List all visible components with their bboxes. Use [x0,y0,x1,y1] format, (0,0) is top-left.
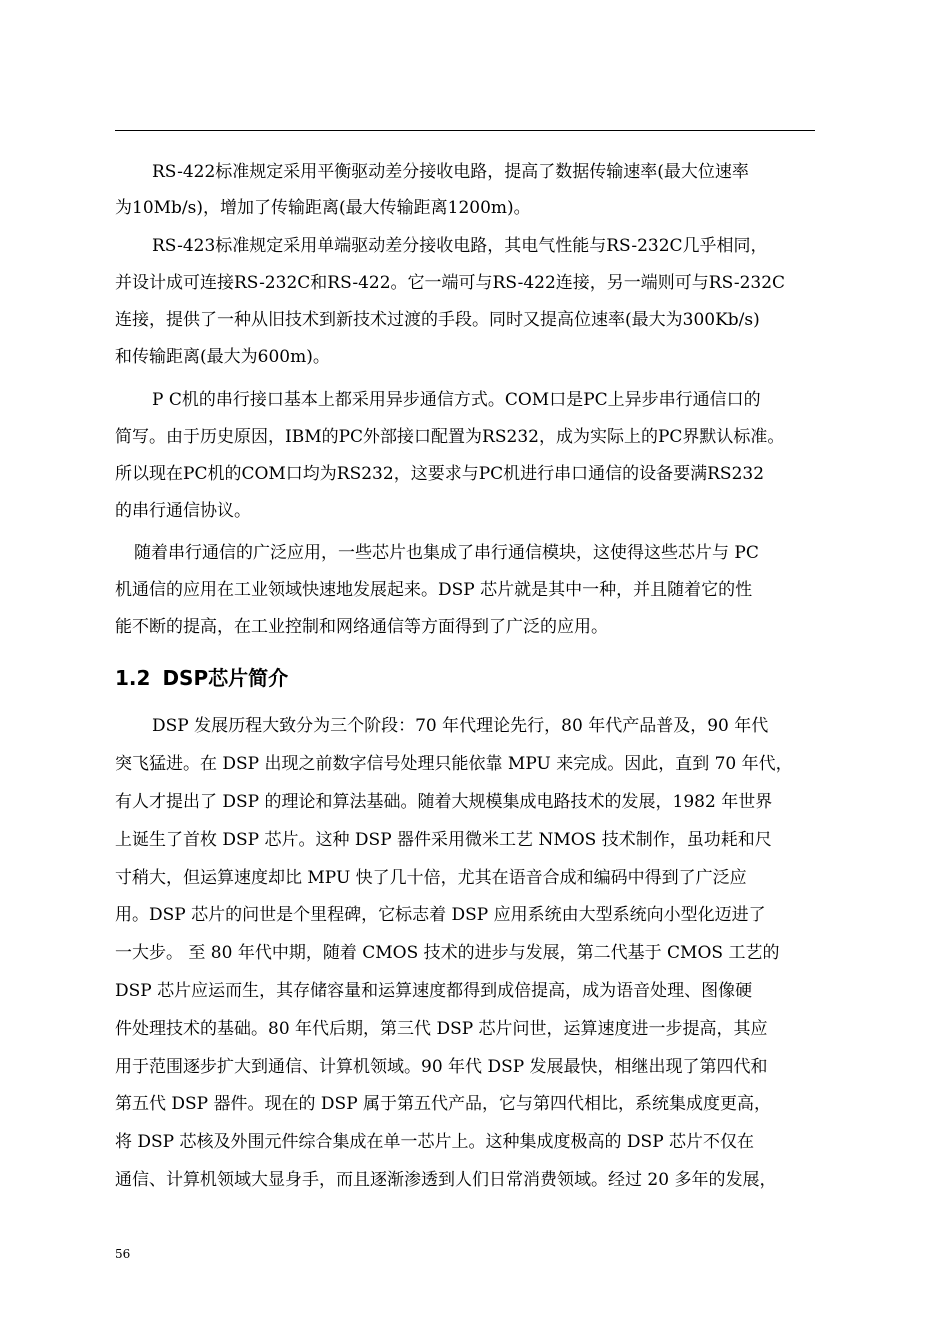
section-paragraph-line-12: 将 DSP 芯核及外围元件综合集成在单一芯片上。这种集成度极高的 DSP 芯片不仅在 [115,1132,755,1152]
paragraph-3-line-4: 的串行通信协议。 [115,501,251,521]
section-paragraph-line-6: 用。DSP 芯片的问世是个里程碑，它标志着 DSP 应用系统由大型系统向小型化迈进了 [115,905,766,925]
section-paragraph-line-3: 有人才提出了 DSP 的理论和算法基础。随着大规模集成电路技术的发展，1982 年世界 [115,792,773,812]
paragraph-2-line-2: 并设计成可连接RS-232C和RS-422。它一端可与RS-422连接，另一端则可与RS-232C [115,273,786,293]
paragraph-2-line-1: RS-423标准规定采用单端驱动差分接收电路，其电气性能与RS-232C几乎相同， [152,236,768,256]
section-paragraph-line-13: 通信、计算机领域大显身手，而且逐渐渗透到人们日常消费领域。经过 20 多年的发展， [115,1170,777,1190]
section-paragraph-line-5: 寸稍大，但运算速度却比 MPU 快了几十倍，尤其在语音合成和编码中得到了广泛应 [115,868,747,888]
paragraph-1-line-1: RS-422标准规定采用平衡驱动差分接收电路，提高了数据传输速率(最大位速率 [152,162,749,182]
paragraph-2-line-4: 和传输距离(最大为600m)。 [115,347,330,367]
section-paragraph-line-8: DSP 芯片应运而生，其存储容量和运算速度都得到成倍提高，成为语音处理、图像硬 [115,981,753,1001]
section-paragraph-line-9: 件处理技术的基础。80 年代后期，第三代 DSP 芯片问世，运算速度进一步提高，其应 [115,1019,768,1039]
section-paragraph-line-2: 突飞猛进。在 DSP 出现之前数字信号处理只能依靠 MPU 来完成。因此，直到 70 年代， [115,754,793,774]
paragraph-3-line-2: 简写。由于历史原因，IBM的PC外部接口配置为RS232，成为实际上的PC界默认标准。 [115,427,785,447]
paragraph-3-line-3: 所以现在PC机的COM口均为RS232，这要求与PC机进行串口通信的设备要满RS232 [115,464,765,484]
page-number: 56 [115,1247,131,1261]
section-number: 1.2 [115,666,151,690]
paragraph-4-line-3: 能不断的提高，在工业控制和网络通信等方面得到了广泛的应用。 [115,617,608,637]
section-heading [115,658,288,698]
section-paragraph-line-4: 上诞生了首枚 DSP 芯片。这种 DSP 器件采用微米工艺 NMOS 技术制作，虽功耗和尺 [115,830,772,850]
section-title: DSP芯片简介 [162,666,289,690]
header-rule [115,130,815,131]
paragraph-4-line-1: 随着串行通信的广泛应用，一些芯片也集成了串行通信模块，这使得这些芯片与 PC [134,543,759,563]
paragraph-2-line-3: 连接，提供了一种从旧技术到新技术过渡的手段。同时又提高位速率(最大为300Kb/s) [115,310,760,330]
paragraph-3-line-1: P C机的串行接口基本上都采用异步通信方式。COM口是PC上异步串行通信口的 [152,390,761,410]
section-paragraph-line-7: 一大步。 至 80 年代中期，随着 CMOS 技术的进步与发展，第二代基于 CMOS 工艺的 [115,943,780,963]
section-paragraph-line-11: 第五代 DSP 器件。现在的 DSP 属于第五代产品，它与第四代相比，系统集成度更高， [115,1094,772,1114]
section-paragraph-line-1: DSP 发展历程大致分为三个阶段：70 年代理论先行，80 年代产品普及，90 年代 [152,716,769,736]
paragraph-4-line-2: 机通信的应用在工业领域快速地发展起来。DSP 芯片就是其中一种，并且随着它的性 [115,580,753,600]
paragraph-1-line-2: 为10Mb/s)，增加了传输距离(最大传输距离1200m)。 [115,198,531,218]
section-paragraph-line-10: 用于范围逐步扩大到通信、计算机领域。90 年代 DSP 发展最快，相继出现了第四代和 [115,1057,768,1077]
